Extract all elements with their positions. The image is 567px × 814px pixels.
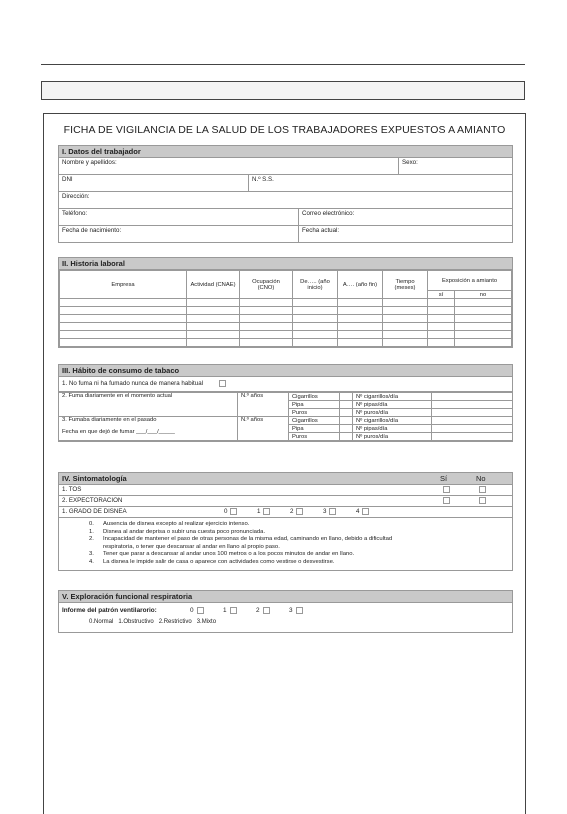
list-item: 3. Tener que parar a descansar al andar unos 100 metros o a los pocos minutos de andar en llano. (89, 551, 355, 558)
section-heading: II. Historia laboral (59, 258, 512, 270)
checkbox-grado-1[interactable] (263, 508, 270, 515)
field-nacimiento[interactable]: Fecha de nacimiento: (59, 226, 299, 242)
cig-label: Cigarrillos (289, 393, 340, 401)
tabaco-row-1 (59, 377, 512, 392)
tabaco-r3-cell (59, 417, 238, 441)
section-historia-laboral (58, 257, 513, 348)
grado-3: 3 (323, 508, 327, 515)
grado-0: 0 (224, 508, 228, 515)
table-row (60, 339, 512, 347)
pipa-label: Pipa (289, 401, 340, 409)
tabaco-table (59, 392, 512, 441)
list-item: 2. Incapacidad de mantener el paso de otras personas de la misma edad, caminando en llano, debido a dificultad (89, 536, 393, 543)
col-ocupacion: Ocupación (CNO) (240, 271, 293, 299)
checkbox-grado-2[interactable] (296, 508, 303, 515)
checkbox-patron-1[interactable] (230, 607, 237, 614)
patron-2: 2 (256, 607, 260, 615)
field-direccion[interactable]: Dirección: (62, 193, 90, 200)
col-de: De….. (año inicio) (293, 271, 338, 299)
col-no: No (476, 474, 486, 483)
checkbox-patron-2[interactable] (263, 607, 270, 614)
table-row (60, 307, 512, 315)
field-telefono[interactable]: Teléfono: (59, 209, 299, 225)
npur-label: Nº puros/día (353, 409, 432, 417)
grado-2: 2 (290, 508, 294, 515)
checkbox-exp-si[interactable] (443, 497, 450, 504)
section-tabaco (58, 364, 513, 442)
col-empresa: Empresa (60, 271, 187, 299)
header-box (41, 81, 525, 100)
pipa-label: Pipa (289, 425, 340, 433)
informe-label: Informe del patrón ventilarorio: (62, 607, 157, 614)
list-item: 4. La disnea le impide salir de casa o aparece con actividades como vestirse o desvestirse. (89, 558, 335, 565)
patron-1: 1 (223, 607, 227, 615)
section-heading: I. Datos del trabajador (59, 146, 512, 158)
sintoma-row-exp (59, 496, 512, 507)
form-title: FICHA DE VIGILANCIA DE LA SALUD DE LOS TRABAJADORES EXPUESTOS A AMIANTO (63, 124, 506, 136)
col-si: sí (428, 291, 455, 299)
npur-label: Nº puros/día (353, 433, 432, 441)
section-exploracion (58, 590, 513, 633)
checkbox-grado-3[interactable] (329, 508, 336, 515)
table-row (60, 315, 512, 323)
tos-label: 1. TOS (62, 486, 82, 493)
col-si: Sí (440, 474, 448, 483)
patron-3: 3 (289, 607, 293, 615)
expectoracion-label: 2. EXPECTORACION (62, 497, 123, 504)
cig-label: Cigarrillos (289, 417, 340, 425)
tabaco-r3-label: 3. Fumaba diariamente en el pasado (62, 417, 157, 423)
field-sexo[interactable]: Sexo: (402, 159, 418, 166)
puros-label: Puros (289, 433, 340, 441)
checkbox-no-fuma[interactable] (219, 380, 226, 387)
ncig-label: Nº cigarrillos/día (353, 393, 432, 401)
anos-label: N.º años (238, 417, 289, 441)
form-frame (43, 113, 526, 814)
table-row (60, 323, 512, 331)
npip-label: Nº pipas/día (353, 425, 432, 433)
list-item: 0. Ausencia de disnea excepto al realizar ejercicio intenso. (89, 521, 250, 527)
list-item: respiratoria, o tener que descansar al andar en llano al propio paso. (103, 543, 280, 550)
section-datos-trabajador (58, 145, 513, 243)
field-nombre[interactable]: Nombre y apellidos: (59, 158, 399, 174)
sintoma-row-tos (59, 485, 512, 496)
field-dni[interactable]: DNI (59, 175, 249, 191)
grado-1: 1 (257, 508, 261, 515)
checkbox-patron-3[interactable] (296, 607, 303, 614)
historia-table (59, 270, 512, 347)
disnea-label: 1. GRADO DE DISNEA (62, 508, 127, 515)
col-tiempo: Tiempo (meses) (383, 271, 428, 299)
col-no: no (455, 291, 512, 299)
sintomatologia-title: IV. Sintomatología (62, 474, 127, 483)
patron-0: 0 (190, 607, 194, 615)
field-fecha-actual[interactable]: Fecha actual: (302, 227, 340, 234)
patron-legend: 0.Normal 1.Obstructivo 2.Restrictivo 3.Mixto (89, 619, 217, 626)
tabaco-r2-label: 2. Fuma diariamente en el momento actual (59, 393, 238, 417)
section-heading (59, 473, 512, 485)
checkbox-grado-0[interactable] (230, 508, 237, 515)
top-rule (41, 64, 525, 65)
tabaco-r1-label: 1. No fuma ni ha fumado nunca de manera habitual (62, 380, 204, 387)
section-heading: V. Exploración funcional respiratoria (59, 591, 512, 603)
col-actividad: Actividad (CNAE) (187, 271, 240, 299)
list-item: 1. Disnea al andar deprisa o subir una cuesta poco pronunciada. (89, 528, 266, 535)
fecha-dejo-fumar[interactable]: Fecha en que dejó de fumar ___/___/_____ (62, 429, 175, 435)
checkbox-grado-4[interactable] (362, 508, 369, 515)
section-heading: III. Hábito de consumo de tabaco (59, 365, 512, 377)
checkbox-exp-no[interactable] (479, 497, 486, 504)
patron-row (59, 603, 512, 614)
sintoma-row-disnea (59, 507, 512, 518)
puros-label: Puros (289, 409, 340, 417)
grado-4: 4 (356, 508, 360, 515)
col-a: A…. (año fin) (338, 271, 383, 299)
anos-label: N.º años (238, 393, 289, 417)
disnea-legend (59, 518, 512, 570)
checkbox-tos-no[interactable] (479, 486, 486, 493)
ncig-label: Nº cigarrillos/día (353, 417, 432, 425)
table-row (60, 299, 512, 307)
field-nss[interactable]: N.º S.S. (252, 176, 274, 183)
field-correo[interactable]: Correo electrónico: (302, 210, 355, 217)
table-row (60, 331, 512, 339)
col-exposicion: Exposición a amianto (428, 271, 512, 291)
npip-label: Nº pipas/día (353, 401, 432, 409)
checkbox-tos-si[interactable] (443, 486, 450, 493)
section-sintomatologia (58, 472, 513, 571)
checkbox-patron-0[interactable] (197, 607, 204, 614)
